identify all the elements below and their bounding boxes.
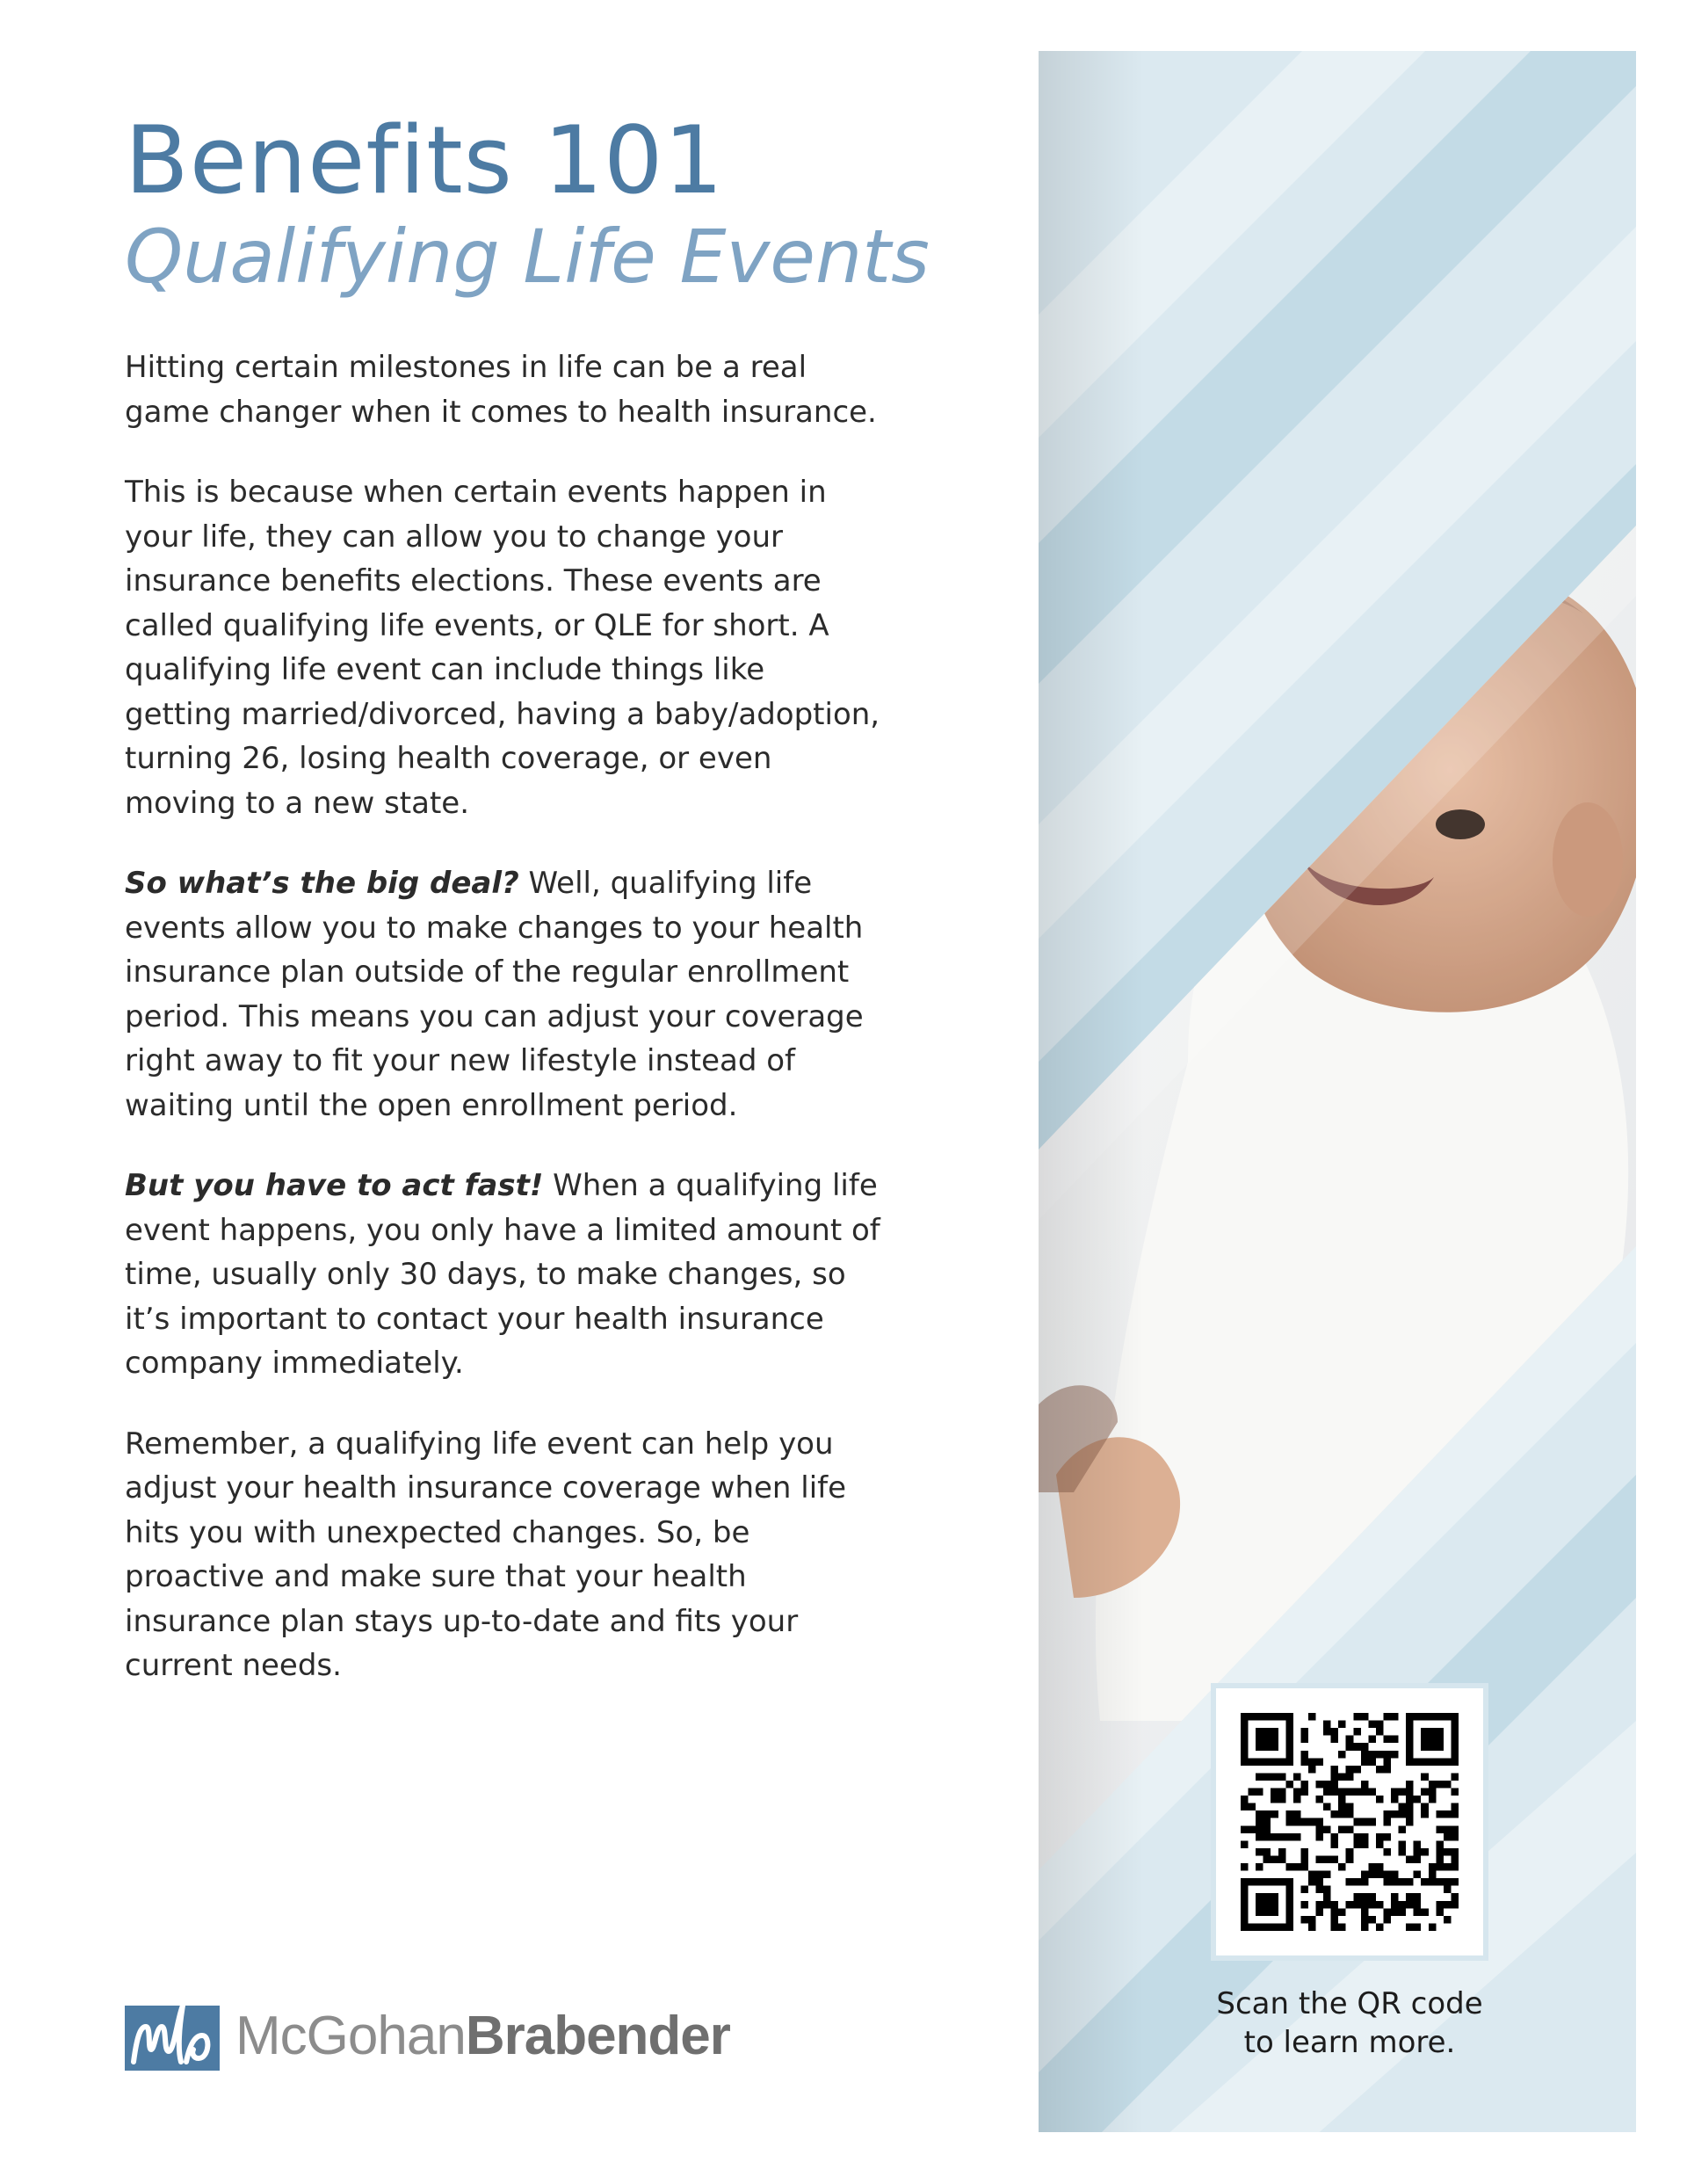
logo-wordmark	[235, 2005, 730, 2067]
act-fast-text: When a qualifying life event happens, you only have a limited amount of time, usually only 30 days, to make changes, so it’s important to contact your health insurance company immediately.	[125, 1168, 880, 1381]
page-title: Benefits 101	[125, 106, 724, 214]
qr-caption-line2: to learn more.	[1243, 2025, 1456, 2060]
paragraph-intro: Hitting certain milestones in life can be a real game changer when it comes to health insurance.	[125, 350, 877, 430]
qr-caption-line1: Scan the QR code	[1216, 1986, 1483, 2021]
logo-mark-icon	[125, 2000, 220, 2071]
panel-shadow	[1039, 51, 1144, 2132]
act-fast-lead: But you have to act fast!	[125, 1168, 544, 1203]
page-subtitle: Qualifying Life Events	[125, 214, 930, 300]
big-deal-lead: So what’s the big deal?	[125, 866, 519, 901]
qr-caption	[1211, 1984, 1488, 2062]
logo-word-brabender: Brabender	[465, 2005, 730, 2066]
big-deal-text: Well, qualifying life events allow you to make changes to your health insurance plan outside of the regular enrollment period. This means you can adjust your coverage right away to fit your new lifestyle instead of waiting until the open enrollment period.	[125, 866, 864, 1123]
paragraph-act-fast	[125, 1164, 880, 1386]
paragraph-remember: Remember, a qualifying life event can help you adjust your health insurance coverage when life hits you with unexpected changes. So, be proactive and make sure that your health insurance plan stays up-to-date and fits your current needs.	[125, 1426, 847, 1683]
paragraph-big-deal	[125, 861, 880, 1128]
qr-code-icon	[1241, 1713, 1459, 1931]
paragraph-qle-definition: This is because when certain events happen in your life, they can allow you to change your insurance benefits elections. These events are called qualifying life events, or QLE for short. A qualifying life event can include things like getting married/divorced, having a baby/adoption, turning 26, losing health coverage, or even moving to a new state.	[125, 475, 880, 821]
qr-code[interactable]	[1211, 1683, 1488, 1961]
company-logo	[125, 1995, 730, 2076]
body-copy	[125, 345, 880, 1724]
logo-word-mcgohan: McGohan	[235, 2005, 466, 2066]
